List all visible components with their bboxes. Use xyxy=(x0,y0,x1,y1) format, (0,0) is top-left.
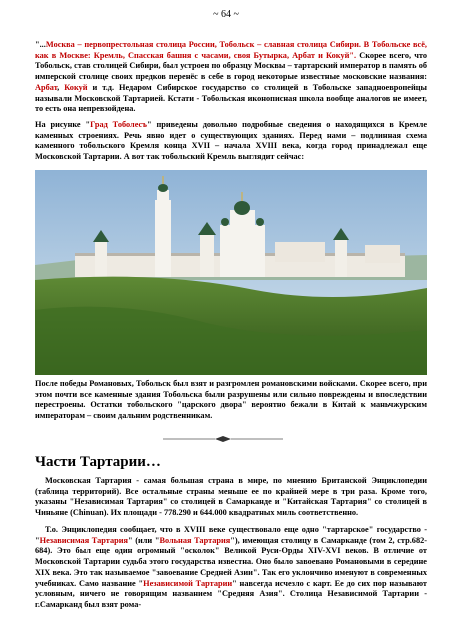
para2-text-3: "), имеющая столицу в Самарканде (том 2, стр.682-684). Это был еще один огромный "осколок" Великой Руси-Орды XIV-XVI веков. В отличие от Московской Тартарии судьба этого государства известна. Оно было завоевано Романовыми в середине XIX века. Это так называемое "завоевание Средней Азии". Так его уклончиво именуют в современных учебниках. Само название " xyxy=(35,535,428,588)
free-tartary-name: Вольная Тартария xyxy=(159,535,231,545)
quote-open: "... xyxy=(35,40,46,49)
after-photo-paragraph: После победы Романовых, Тобольск был взят и разгромлен романовскими войсками. Скорее всего, при этом почти все каменные здания Тобольска были разрушены или сильно повреждены и впоследствии перестроены. Остатки тобольского "царского двора" вероятно бежали в Китай к маньчжурским императорам – своим дальним родственникам. xyxy=(35,379,427,421)
intro-text-1: Скорее всего, что Тобольск, став столицей Сибири, был устроен по образцу Москвы – тартарский император в память об имперской столице своих предков перенёс в себе в город некоторые известные московские названия: xyxy=(35,50,427,82)
tobolsk-text: Тобольск – славная столица Сибири. xyxy=(219,40,361,49)
tartary-parts-paragraph-2 xyxy=(35,525,427,611)
moscow-text: Москва – первопрестольная столица России, xyxy=(45,40,220,49)
para2-text-4: " навсегда исчезло с карт. Ее до сих пор называют условным, ничего не говорящим названием "Средняя Азия". Столица Независимой Тартарии - г.Самарканд был взят рома- xyxy=(35,578,427,609)
independent-tartary-name: Независимая Тартария xyxy=(39,535,128,545)
kokuy-word: Кокуй xyxy=(64,82,88,92)
figure-intro-text-2: " приведены довольно подробные сведения о находящихся в Кремле каменных строениях. Речь явно идет о существующих зданиях. Перед нами – подлинная схема каменного тобольского Кремля конца XVII – начала XVIII века, когда город принадлежал еще Московской Тартарии. А вот так тобольский Кремль выглядит сейчас: xyxy=(35,120,427,162)
figure-intro-text-1: На рисунке " xyxy=(35,120,91,129)
intro-paragraph xyxy=(35,40,427,115)
figure-intro-paragraph xyxy=(35,120,427,163)
section-title: Части Тартарии… xyxy=(35,454,161,470)
para2-text-2: " (или " xyxy=(128,535,160,545)
intro-text-2: и т.д. Недаром Сибирское государство со столицей в Тобольске западноевропейцы называли Московской Тартарией. Кстати - Тобольская иконописная школа вообще аналогов не имеет, то есть она непревзойдена. xyxy=(35,82,427,114)
tartary-parts-paragraph-1: Московская Тартария - самая большая страна в мире, по мнению Британской Энциклопедии (таблица территорий). Все остальные страны меньше ее по крайней мере в три раза. Кроме того, указаны "Независимая Тартария" со столицей в Самарканде и "Китайская Тартария" со столицей в Чиньяне (Chinuan). Их площади - 778.290 и 644.000 квадратных миль соответственно. xyxy=(35,476,427,518)
comma: , xyxy=(57,82,65,92)
tobolsk-moscow-text: В Тобольске всё, как в Москве: Кремль, Спасская башня с часами, своя Бутырка, Арбат и Кокуй". xyxy=(35,40,427,60)
page-number: ~ 64 ~ xyxy=(213,9,239,20)
arbat-word: Арбат xyxy=(35,82,58,92)
para2-text-1: Т.о. Энциклопедия сообщает, что в XVIII веке существовало еще одно "тартарское" государство - " xyxy=(35,525,427,545)
grad-tobolesk-title: Град Тоболесъ xyxy=(90,120,148,129)
tobolsk-kremlin-photo xyxy=(35,170,427,375)
decorative-divider xyxy=(163,435,283,443)
independent-tartary-name-2: Независимой Тартарии xyxy=(143,578,233,588)
